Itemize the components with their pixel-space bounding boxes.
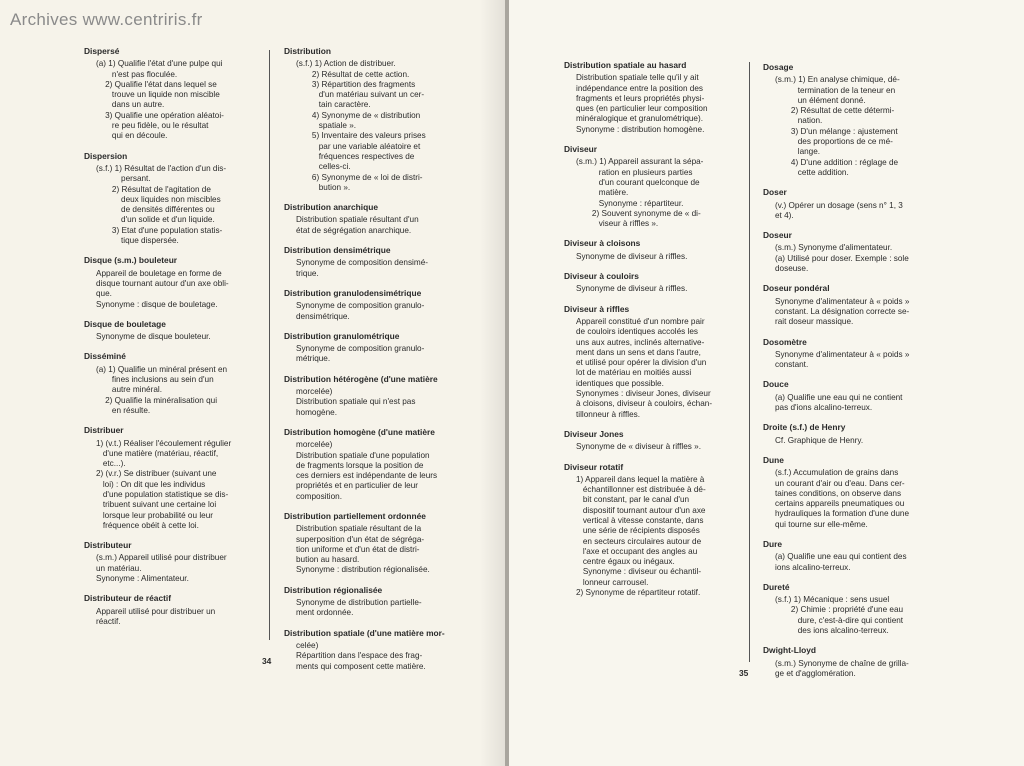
entry-definition — [284, 344, 464, 365]
definition-line: bution ». — [296, 182, 351, 192]
dictionary-entry — [84, 351, 262, 416]
definition-line: Synonyme d'alimentateur à « poids » — [775, 296, 910, 306]
entry-headword: Disséminé — [84, 351, 126, 362]
left-column-1 — [84, 46, 262, 636]
definition-line: (s.m.) 1) En analyse chimique, dé- — [775, 75, 900, 85]
definition-line: Synonyme de diviseur à riffles. — [576, 251, 688, 261]
definition-line: nation. — [775, 116, 823, 126]
definition-line: fréquence obéit à cette loi. — [96, 520, 199, 530]
entry-definition — [84, 553, 262, 584]
definition-line: 5) Inventaire des valeurs prises — [296, 131, 426, 141]
dictionary-entry — [84, 151, 262, 247]
entry-headword: Diviseur à couloirs — [564, 271, 639, 282]
entry-definition — [564, 475, 744, 599]
definition-line: 2) Résultat de cette action. — [296, 69, 410, 79]
definition-line: lorsque leur probabilité ou leur — [96, 510, 213, 520]
entry-definition — [84, 269, 262, 310]
entry-definition — [564, 442, 744, 452]
definition-line: taines conditions, on observe dans — [775, 488, 902, 498]
definition-line: (s.m.) 1) Appareil assurant la sépa- — [576, 157, 704, 167]
definition-line: Synonymes : diviseur Jones, diviseur — [576, 389, 711, 399]
left-page — [0, 0, 505, 766]
dictionary-entry — [763, 539, 943, 573]
dictionary-entry — [564, 271, 744, 295]
dictionary-entry — [763, 455, 943, 530]
definition-line: fines inclusions au sein d'un — [96, 375, 214, 385]
entry-definition — [84, 439, 262, 532]
entry-headword: Disque (s.m.) bouleteur — [84, 255, 178, 266]
definition-line: composition. — [296, 491, 342, 501]
entry-definition — [763, 552, 943, 573]
definition-line: réactif. — [96, 616, 121, 626]
definition-line: (a) Qualifie une eau qui contient des — [775, 552, 907, 562]
definition-line: indépendance entre la position des — [576, 83, 704, 93]
dictionary-entry — [564, 304, 744, 420]
entry-headword: Distribution spatiale (d'une matière mor- — [284, 627, 445, 638]
definition-line: 2) Résultat de l'agitation de — [96, 184, 211, 194]
definition-line: de densités différentes ou — [96, 205, 215, 215]
dictionary-entry — [284, 245, 464, 279]
left-column-2 — [284, 46, 464, 681]
definition-line: d'une population statistique se dis- — [96, 489, 229, 499]
dictionary-entry — [763, 422, 943, 446]
entry-headword: Diviseur à cloisons — [564, 238, 641, 249]
entry-headword: Distribution régionalisée — [284, 584, 383, 595]
definition-line: 2) Résultat de cette détermi- — [775, 106, 895, 116]
definition-line: Synonyme de diviseur à riffles. — [576, 284, 688, 294]
entry-headword: Distribution spatiale au hasard — [564, 60, 687, 70]
dictionary-entry — [284, 46, 464, 193]
definition-line: densimétrique. — [296, 311, 350, 321]
definition-line: et 4). — [775, 210, 794, 220]
definition-line: propriétés et en particulier de leur — [296, 481, 418, 491]
entry-definition — [284, 258, 464, 279]
dictionary-entry — [284, 628, 464, 672]
definition-line: identiques que possible. — [576, 378, 664, 388]
definition-line: certains appareils pneumatiques ou — [775, 499, 905, 509]
dictionary-entry — [284, 374, 464, 418]
definition-line: uns aux autres, inclinés alternative- — [576, 337, 705, 347]
definition-line: 2) Chimie : propriété d'une eau — [775, 605, 904, 615]
definition-line: pas d'ions alcalino-terreux. — [775, 403, 873, 413]
definition-line: l'axe et occupant des angles au — [576, 546, 698, 556]
entry-headword: Doseur pondéral — [763, 283, 830, 294]
definition-line: deux liquides non miscibles — [96, 194, 221, 204]
entry-headword: Droite (s.f.) de Henry — [763, 422, 846, 433]
definition-line: re peu fidèle, ou le résultat — [96, 121, 209, 131]
definition-line: autre minéral. — [96, 385, 162, 395]
entry-definition — [284, 301, 464, 322]
definition-line: tique dispersée. — [96, 236, 179, 246]
entry-definition — [284, 440, 464, 502]
definition-line: Synonyme de composition granulo- — [296, 301, 425, 311]
definition-line: 2) Synonyme de répartiteur rotatif. — [576, 588, 701, 598]
definition-line: ions alcalino-terreux. — [775, 562, 851, 572]
dictionary-entry — [564, 60, 744, 135]
entry-definition — [284, 59, 464, 193]
entry-definition — [84, 607, 262, 628]
right-column-1 — [564, 60, 744, 607]
entry-headword: Distributeur de réactif — [84, 593, 172, 604]
definition-line: qui en découle. — [96, 131, 168, 141]
dictionary-entry — [84, 319, 262, 343]
definition-line: Distribution spatiale résultant d'un — [296, 215, 419, 225]
definition-line: 3) D'un mélange : ajustement — [775, 126, 898, 136]
definition-line: (s.f.) 1) Résultat de l'action d'un dis- — [96, 163, 227, 173]
definition-line: morcelée) — [296, 387, 333, 397]
definition-line: 2) Qualifie la minéralisation qui — [96, 395, 218, 405]
definition-line: tillonneur à riffles. — [576, 409, 641, 419]
entry-definition — [763, 595, 943, 636]
entry-headword: Diviseur Jones — [564, 428, 624, 439]
definition-line: Distribution spatiale d'une population — [296, 450, 430, 460]
dictionary-entry — [284, 511, 464, 576]
definition-line: Synonyme d'alimentateur à « poids » — [775, 349, 910, 359]
definition-line: que. — [96, 289, 112, 299]
entry-headword: Distribution granulométrique — [284, 330, 400, 341]
definition-line: lot de matériau en moitiés aussi — [576, 368, 692, 378]
definition-line: ration en plusieurs parties — [576, 167, 693, 177]
definition-line: à cloisons, diviseur à couloirs, échan- — [576, 399, 713, 409]
definition-line: Répartition dans l'espace des frag- — [296, 651, 423, 661]
entry-headword: Doser — [763, 187, 787, 198]
definition-line: tain caractère. — [296, 100, 371, 110]
definition-line: Distribution spatiale résultant de la — [296, 524, 422, 534]
definition-line: spatiale ». — [296, 121, 357, 131]
definition-line: doseuse. — [775, 264, 809, 274]
definition-line: superposition d'un état de ségréga- — [296, 534, 425, 544]
definition-line: Synonyme : diviseur ou échantil- — [576, 567, 702, 577]
entry-headword: Douce — [763, 379, 789, 390]
dictionary-entry — [284, 427, 464, 502]
definition-line: viseur à riffles ». — [576, 219, 659, 229]
definition-line: constant. — [775, 360, 809, 370]
definition-line: tion uniforme et d'un état de distri- — [296, 544, 420, 554]
definition-line: (a) 1) Qualifie un minéral présent en — [96, 364, 228, 374]
dictionary-entry — [763, 187, 943, 221]
definition-line: Cf. Graphique de Henry. — [775, 435, 864, 445]
dictionary-entry — [763, 379, 943, 413]
dictionary-entry — [84, 255, 262, 309]
definition-line: métrique. — [296, 354, 331, 364]
definition-line: matière. — [576, 188, 629, 198]
watermark-text: Archives www.centriris.fr — [10, 10, 203, 29]
definition-line: (s.m.) Appareil utilisé pour distribuer — [96, 553, 227, 563]
entry-headword: Dwight-Lloyd — [763, 645, 817, 656]
entry-definition — [763, 350, 943, 371]
entry-definition — [763, 468, 943, 530]
entry-headword: Distribution hétérogène (d'une matière — [284, 373, 438, 384]
definition-line: Synonyme : Alimentateur. — [96, 574, 189, 584]
definition-line: ge et d'agglomération. — [775, 668, 856, 678]
entry-definition — [564, 317, 744, 420]
entry-headword: Dureté — [763, 581, 790, 592]
definition-line: celée) — [296, 640, 319, 650]
definition-line: ments qui composent cette matière. — [296, 661, 426, 671]
definition-line: un élément donné. — [775, 95, 866, 105]
entry-definition — [284, 215, 464, 236]
definition-line: fréquences respectives de — [296, 151, 415, 161]
entry-definition — [84, 164, 262, 246]
dictionary-entry — [284, 585, 464, 619]
definition-line: homogène. — [296, 407, 337, 417]
entry-headword: Distribution partiellement ordonnée — [284, 510, 426, 521]
definition-line: lonneur carrousel. — [576, 577, 649, 587]
entry-definition — [84, 365, 262, 416]
definition-line: d'une matière (matériau, réactif, — [96, 448, 219, 458]
definition-line: dans un autre. — [96, 100, 165, 110]
definition-line: 1) (v.t.) Réaliser l'écoulement régulier — [96, 438, 232, 448]
definition-line: Synonyme : distribution homogène. — [576, 124, 705, 134]
definition-line: d'un matériau suivant un cer- — [296, 90, 425, 100]
dictionary-entry — [84, 425, 262, 531]
entry-headword: Diviseur — [564, 144, 598, 155]
definition-line: (s.f.) 1) Action de distribuer. — [296, 59, 396, 69]
definition-line: Synonyme de disque bouleteur. — [96, 332, 211, 342]
definition-line: cette addition. — [775, 167, 849, 177]
entry-headword: Dispersion — [84, 150, 128, 161]
definition-line: (s.f.) Accumulation de grains dans — [775, 468, 899, 478]
dictionary-entry — [763, 645, 943, 679]
definition-line: 2) Souvent synonyme de « di- — [576, 208, 701, 218]
definition-line: dure, c'est-à-dire qui contient — [775, 615, 904, 625]
definition-line: en secteurs circulaires autour de — [576, 536, 702, 546]
entry-definition — [84, 59, 262, 141]
definition-line: 3) Qualifie une opération aléatoi- — [96, 110, 224, 120]
entry-definition — [284, 641, 464, 672]
definition-line: Synonyme de « diviseur à riffles ». — [576, 442, 701, 452]
column-divider — [749, 62, 750, 662]
definition-line: Synonyme : répartiteur. — [576, 198, 684, 208]
entry-definition — [564, 73, 744, 135]
dictionary-entry — [564, 238, 744, 262]
definition-line: bution au hasard. — [296, 555, 360, 565]
dictionary-entry — [284, 331, 464, 365]
definition-line: d'un solide et d'un liquide. — [96, 215, 215, 225]
definition-line: des proportions de ce mé- — [775, 137, 893, 147]
definition-line: une série de récipients disposés — [576, 526, 700, 536]
entry-definition — [284, 387, 464, 418]
definition-line: tribuent suivant une certaine loi — [96, 500, 217, 510]
entry-headword: Distribution anarchique — [284, 202, 378, 213]
definition-line: trique. — [296, 268, 319, 278]
definition-line: persant. — [96, 174, 151, 184]
dictionary-entry — [284, 288, 464, 322]
entry-headword: Distribution — [284, 46, 331, 56]
entry-definition — [763, 393, 943, 414]
definition-line: (a) 1) Qualifie l'état d'une pulpe qui — [96, 59, 223, 69]
definition-line: centre égaux ou inégaux. — [576, 557, 675, 567]
entry-definition — [763, 436, 943, 446]
definition-line: minéralogique et granulométrique). — [576, 114, 703, 124]
definition-line: Appareil constitué d'un nombre pair — [576, 316, 705, 326]
definition-line: lange. — [775, 147, 821, 157]
definition-line: Distribution spatiale telle qu'il y ait — [576, 73, 699, 83]
definition-line: 3) Etat d'une population statis- — [96, 225, 223, 235]
definition-line: 1) Appareil dans lequel la matière à — [576, 474, 705, 484]
definition-line: Synonyme : distribution régionalisée. — [296, 565, 430, 575]
entry-headword: Dosage — [763, 62, 794, 72]
definition-line: ces derniers est indépendante de leurs — [296, 471, 438, 481]
definition-line: morcelée) — [296, 440, 333, 450]
entry-headword: Dosomètre — [763, 336, 807, 347]
definition-line: (s.m.) Synonyme d'alimentateur. — [775, 243, 893, 253]
definition-line: Synonyme de composition granulo- — [296, 344, 425, 354]
definition-line: d'un courant quelconque de — [576, 177, 700, 187]
definition-line: loi) : On dit que les individus — [96, 479, 206, 489]
definition-line: rait doseur massique. — [775, 317, 854, 327]
entry-headword: Dispersé — [84, 46, 120, 56]
definition-line: et utilisé pour opérer la division d'un — [576, 358, 707, 368]
definition-line: n'est pas floculée. — [96, 69, 178, 79]
definition-line: de couloirs identiques accolés les — [576, 327, 698, 337]
page-number-right: 35 — [739, 668, 749, 678]
entry-headword: Distributeur — [84, 540, 132, 551]
definition-line: de fragments lorsque la position de — [296, 460, 424, 470]
definition-line: (s.f.) 1) Mécanique : sens usuel — [775, 595, 890, 605]
definition-line: un courant d'air ou d'eau. Dans cer- — [775, 478, 905, 488]
definition-line: (v.) Opérer un dosage (sens n° 1, 3 — [775, 200, 903, 210]
entry-headword: Dune — [763, 454, 784, 465]
gutter-shadow — [480, 0, 505, 766]
dictionary-entry — [564, 462, 744, 599]
entry-headword: Distribution granulodensimétrique — [284, 287, 422, 298]
entry-definition — [84, 332, 262, 342]
dictionary-entry — [564, 429, 744, 453]
dictionary-entry — [763, 283, 943, 327]
entry-definition — [763, 201, 943, 222]
definition-line: des ions alcalino-terreux. — [775, 626, 889, 636]
entry-definition — [284, 524, 464, 575]
right-column-2 — [763, 62, 943, 688]
definition-line: (s.m.) Synonyme de chaîne de grilla- — [775, 658, 909, 668]
definition-line: en résulte. — [96, 405, 151, 415]
dictionary-entry — [84, 540, 262, 584]
dictionary-entry — [84, 593, 262, 627]
definition-line: qui tourne sur elle-même. — [775, 519, 868, 529]
right-page — [509, 0, 1024, 766]
entry-headword: Doseur — [763, 230, 792, 241]
column-divider — [269, 50, 270, 640]
definition-line: vertical à vitesse constante, dans — [576, 515, 704, 525]
dictionary-entry — [763, 582, 943, 636]
definition-line: trouve un liquide non miscible — [96, 90, 220, 100]
entry-definition — [763, 297, 943, 328]
definition-line: ment dans un sens et dans l'autre, — [576, 347, 701, 357]
definition-line: 6) Synonyme de « loi de distri- — [296, 172, 423, 182]
entry-definition — [763, 659, 943, 680]
definition-line: Synonyme de composition densimé- — [296, 258, 428, 268]
entry-headword: Disque de bouletage — [84, 318, 166, 329]
dictionary-entry — [763, 337, 943, 371]
definition-line: bit constant, par le canal d'un — [576, 495, 690, 505]
definition-line: 3) Répartition des fragments — [296, 79, 416, 89]
entry-headword: Diviseur rotatif — [564, 461, 624, 472]
definition-line: celles-ci. — [296, 162, 351, 172]
entry-definition — [284, 598, 464, 619]
definition-line: par une variable aléatoire et — [296, 141, 421, 151]
entry-headword: Distribution densimétrique — [284, 245, 391, 256]
definition-line: disque tournant autour d'un axe obli- — [96, 278, 229, 288]
entry-headword: Distribution homogène (d'une matière — [284, 426, 435, 437]
dictionary-entry — [284, 202, 464, 236]
definition-line: (a) Qualifie une eau qui ne contient — [775, 392, 903, 402]
entry-definition — [564, 157, 744, 229]
dictionary-entry — [763, 62, 943, 178]
definition-line: 2) Qualifie l'état dans lequel se — [96, 79, 217, 89]
dictionary-entry — [84, 46, 262, 142]
definition-line: hydrauliques la formation d'une dune — [775, 509, 910, 519]
entry-definition — [763, 243, 943, 274]
definition-line: 2) (v.r.) Se distribuer (suivant une — [96, 469, 217, 479]
definition-line: 4) D'une addition : réglage de — [775, 157, 899, 167]
page-number-left: 34 — [262, 656, 272, 666]
definition-line: dispositif tournant autour d'un axe — [576, 505, 706, 515]
entry-headword: Distribuer — [84, 425, 124, 436]
definition-line: fragments et leurs propriétés physi- — [576, 93, 705, 103]
definition-line: ques (en particulier leur composition — [576, 104, 708, 114]
definition-line: Appareil utilisé pour distribuer un — [96, 606, 216, 616]
entry-headword: Dure — [763, 538, 783, 549]
dictionary-entry — [564, 144, 744, 229]
definition-line: un matériau. — [96, 563, 142, 573]
definition-line: 4) Synonyme de « distribution — [296, 110, 421, 120]
definition-line: ment ordonnée. — [296, 608, 354, 618]
definition-line: état de ségrégation anarchique. — [296, 225, 412, 235]
entry-headword: Diviseur à riffles — [564, 303, 630, 314]
definition-line: Appareil de bouletage en forme de — [96, 268, 222, 278]
entry-definition — [564, 252, 744, 262]
definition-line: Synonyme de distribution partielle- — [296, 598, 422, 608]
definition-line: Synonyme : disque de bouletage. — [96, 299, 218, 309]
entry-definition — [564, 284, 744, 294]
definition-line: échantillonner est distribuée à dé- — [576, 485, 706, 495]
definition-line: termination de la teneur en — [775, 85, 896, 95]
definition-line: Distribution spatiale qui n'est pas — [296, 397, 416, 407]
definition-line: etc...). — [96, 459, 126, 469]
definition-line: (a) Utilisé pour doser. Exemple : sole — [775, 253, 909, 263]
dictionary-entry — [763, 230, 943, 274]
definition-line: constant. La désignation correcte se- — [775, 306, 910, 316]
entry-definition — [763, 75, 943, 178]
